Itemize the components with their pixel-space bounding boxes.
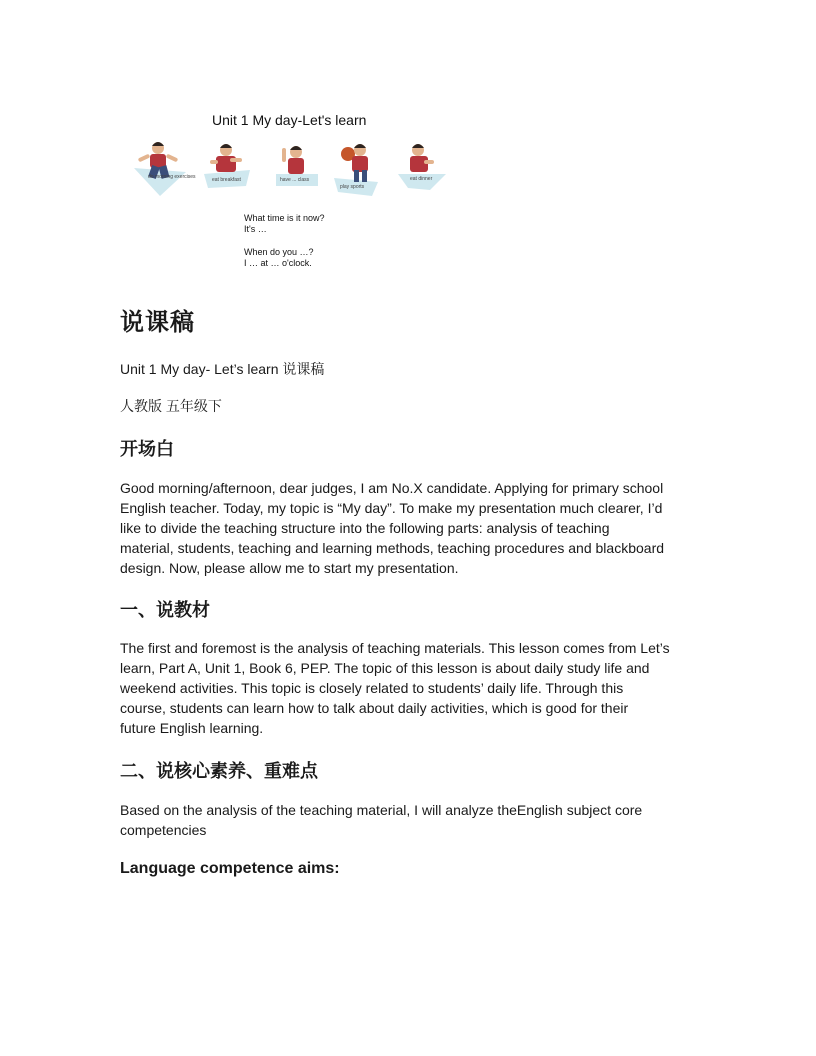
sentence-prompts xyxy=(244,213,325,269)
paragraph-line: like to divide the teaching structure into the following parts: analysis of teaching xyxy=(120,520,610,536)
figure-eat-dinner xyxy=(394,140,450,202)
section-heading-opening: 开场白 xyxy=(120,439,174,460)
subheading-language-competence: Language competence aims: xyxy=(120,860,340,877)
section-paragraph-material xyxy=(120,638,700,738)
document-title: 说课稿 xyxy=(120,308,195,336)
figure-eat-breakfast xyxy=(200,140,256,202)
paragraph-line: course, students can learn how to talk about daily activities, which is good for their xyxy=(120,700,629,716)
paragraph-line: design. Now, please allow me to start my presentation. xyxy=(120,560,459,576)
paragraph-line: English teacher. Today, my topic is “My day”. To make my presentation much clearer, I’d xyxy=(120,500,663,516)
section-paragraph-competencies xyxy=(120,800,700,840)
figure-label: eat breakfast xyxy=(212,177,241,183)
figure-play-sports xyxy=(332,140,388,202)
prompt-line: It's … xyxy=(244,224,267,234)
paragraph-line: Based on the analysis of the teaching material, I will analyze theEnglish subject core xyxy=(120,802,643,818)
document-edition: 人教版 五年级下 xyxy=(120,398,222,414)
paragraph-line: future English learning. xyxy=(120,720,264,736)
paragraph-line: weekend activities. This topic is closely related to students’ daily life. Through this xyxy=(120,680,624,696)
section-paragraph-opening xyxy=(120,478,700,578)
figure-label: have ... class xyxy=(280,177,310,183)
prompt-line: What time is it now? xyxy=(244,213,325,223)
paragraph-line: material, students, teaching and learning methods, teaching procedures and blackboard xyxy=(120,540,665,556)
prompt-line: I … at … o'clock. xyxy=(244,258,312,268)
paragraph-line: learn, Part A, Unit 1, Book 6, PEP. The topic of this lesson is about daily study life and xyxy=(120,660,650,676)
figure-have-class xyxy=(270,142,326,204)
paragraph-line: The first and foremost is the analysis of teaching materials. This lesson comes from Let’s xyxy=(120,640,670,656)
section-heading-competencies: 二、说核心素养、重难点 xyxy=(120,761,318,782)
figure-label: do morning exercises xyxy=(148,174,196,180)
figure-label: eat dinner xyxy=(410,176,433,182)
illustration-title: Unit 1 My day-Let's learn xyxy=(212,112,367,128)
prompt-line: When do you …? xyxy=(244,247,314,257)
section-heading-material: 一、说教材 xyxy=(120,600,210,621)
paragraph-line: competencies xyxy=(120,822,207,838)
paragraph-line: Good morning/afternoon, dear judges, I am No.X candidate. Applying for primary school xyxy=(120,480,664,496)
figure-morning-exercises xyxy=(132,138,196,200)
figure-label: play sports xyxy=(340,184,365,190)
document-subtitle: Unit 1 My day- Let’s learn 说课稿 xyxy=(120,361,325,377)
